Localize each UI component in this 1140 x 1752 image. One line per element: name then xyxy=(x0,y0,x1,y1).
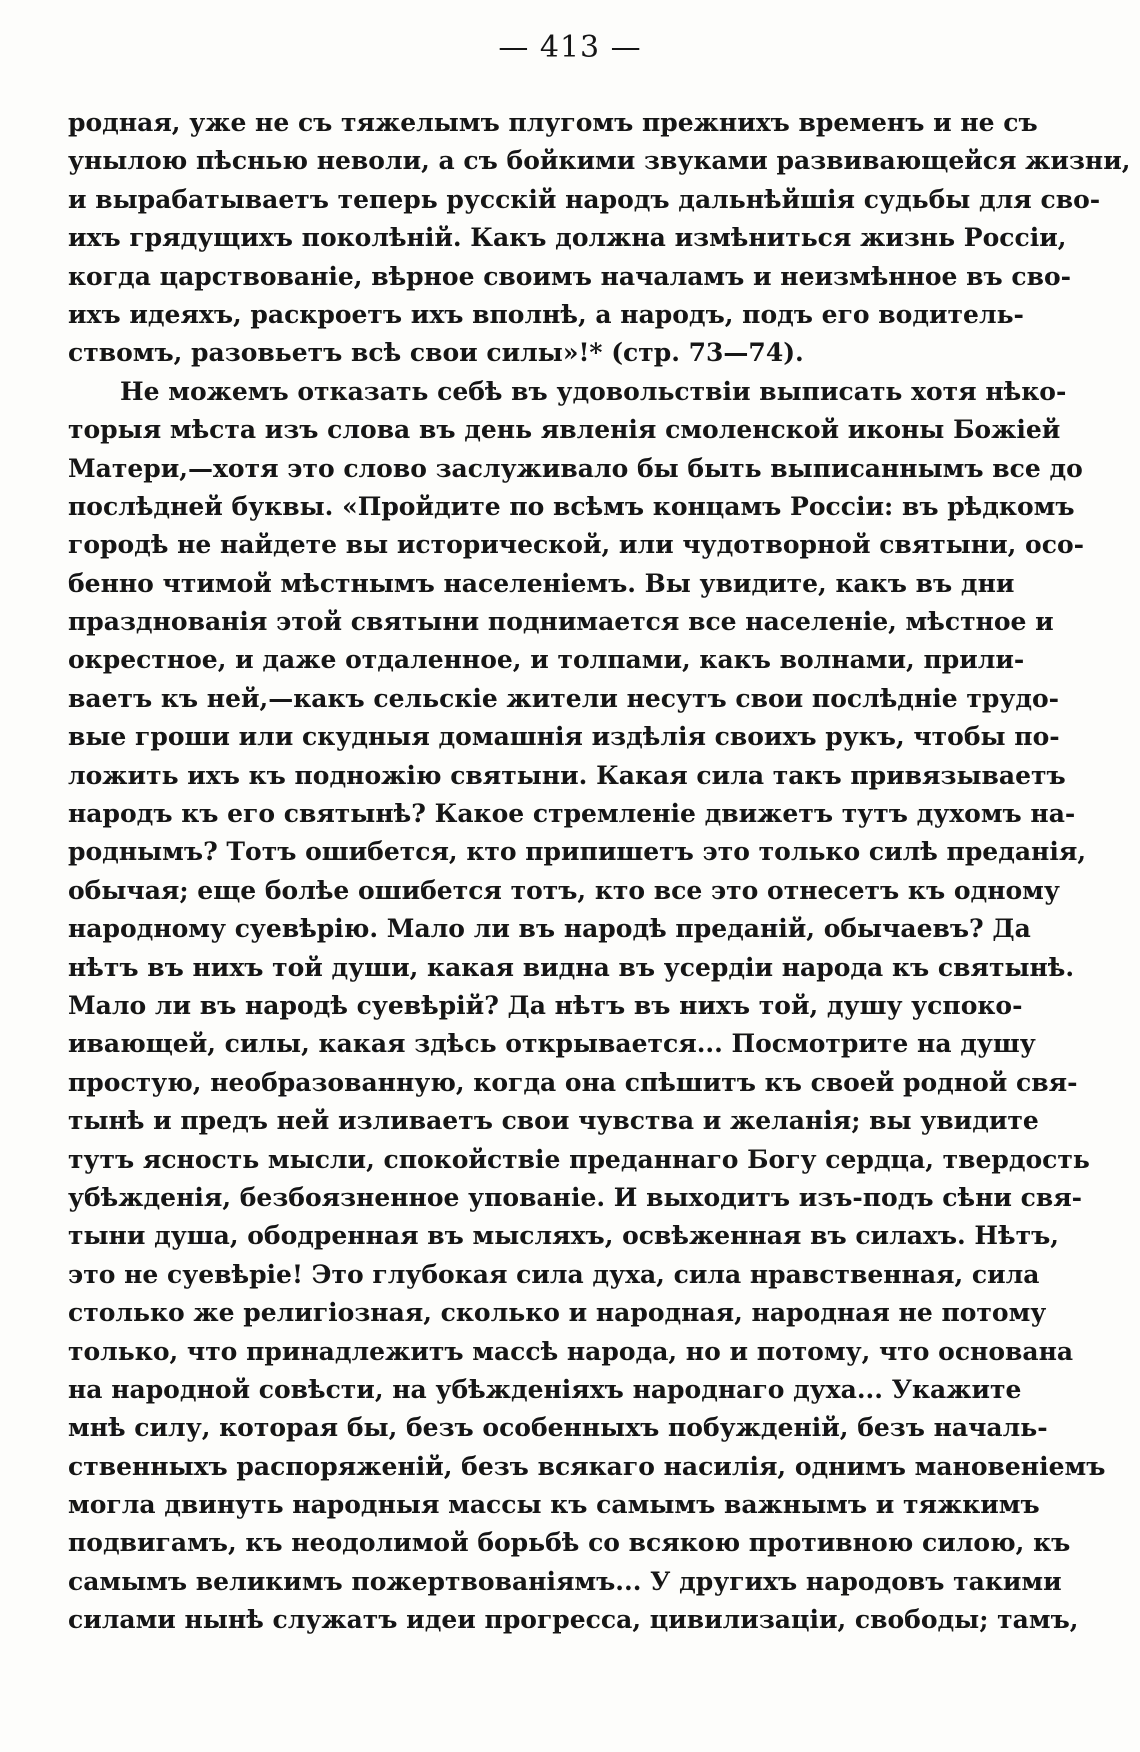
text-line: вые гроши или скудныя домашнія издѣлія своихъ рукъ, чтобы по- xyxy=(68,722,1060,752)
text-line: силами нынѣ служатъ идеи прогресса, цивилизаціи, свободы; тамъ, xyxy=(68,1605,1079,1635)
text-line: когда царствованіе, вѣрное своимъ началамъ и неизмѣнное въ сво- xyxy=(68,261,1072,291)
text-line: это не суевѣріе! Это глубокая сила духа, сила нравственная, сила xyxy=(68,1259,1040,1289)
text-line: обычая; еще болѣе ошибется тотъ, кто все это отнесетъ къ одному xyxy=(68,875,1060,905)
text-line: Не можемъ отказать себѣ въ удовольствіи выписать хотя нѣко- xyxy=(120,376,1067,406)
text-line: ствомъ, разовьетъ всѣ свои силы»!* (стр. 73—74). xyxy=(68,338,804,368)
text-line: могла двинуть народныя массы къ самымъ важнымъ и тяжкимъ xyxy=(68,1490,1040,1520)
text-line: бенно чтимой мѣстнымъ населеніемъ. Вы увидите, какъ въ дни xyxy=(68,568,1015,598)
text-line: ственныхъ распоряженій, безъ всякаго насилія, однимъ мановеніемъ xyxy=(68,1451,1106,1481)
text-line: и вырабатываетъ теперь русскій народъ дальнѣйшія судьбы для сво- xyxy=(68,184,1101,214)
paragraph xyxy=(68,373,1106,1640)
text-line: Матери,—хотя это слово заслуживало бы быть выписаннымъ все до xyxy=(68,453,1083,483)
text-line: убѣжденія, безбоязненное упованіе. И выходитъ изъ-подъ сѣни свя- xyxy=(68,1182,1083,1212)
text-line: мнѣ силу, которая бы, безъ особенныхъ побужденій, безъ началь- xyxy=(68,1413,1048,1443)
text-line: подвигамъ, къ неодолимой борьбѣ со всякою противною силою, къ xyxy=(68,1528,1071,1558)
page-number: — 413 — xyxy=(498,30,642,65)
text-line: послѣдней буквы. «Пройдите по всѣмъ концамъ Россіи: въ рѣдкомъ xyxy=(68,491,1075,521)
text-line: тынѣ и предъ ней изливаетъ свои чувства и желанія; вы увидите xyxy=(68,1106,1039,1136)
text-line: родная, уже не съ тяжелымъ плугомъ прежнихъ временъ и не съ xyxy=(68,108,1038,137)
text-line: ихъ идеяхъ, раскроетъ ихъ вполнѣ, а народъ, подъ его водитель- xyxy=(68,299,1024,329)
text-line: тыни душа, ободренная въ мысляхъ, освѣженная въ силахъ. Нѣтъ, xyxy=(68,1221,1059,1251)
text-line: самымъ великимъ пожертвованіямъ... У другихъ народовъ такими xyxy=(68,1566,1062,1596)
body-text xyxy=(68,104,1131,1640)
text-line: ивающей, силы, какая здѣсь открывается... Посмотрите на душу xyxy=(68,1029,1036,1059)
text-line: роднымъ? Тотъ ошибется, кто припишетъ это только силѣ преданія, xyxy=(68,837,1087,867)
text-line: ихъ грядущихъ поколѣній. Какъ должна измѣниться жизнь Россіи, xyxy=(68,223,1067,253)
text-line: народъ къ его святынѣ? Какое стремленіе движетъ тутъ духомъ на- xyxy=(68,799,1076,829)
text-line: ваетъ къ ней,—какъ сельскіе жители несутъ свои послѣдніе трудо- xyxy=(68,683,1060,713)
paragraph xyxy=(68,104,1131,373)
text-line: тутъ ясность мысли, спокойствіе преданнаго Богу сердца, твердость xyxy=(68,1144,1090,1174)
text-line: унылою пѣснью неволи, а съ бойкими звуками развивающейся жизни, xyxy=(68,146,1131,176)
text-line: Мало ли въ народѣ суевѣрій? Да нѣтъ въ нихъ той, душу успоко- xyxy=(68,990,1023,1020)
text-line: простую, необразованную, когда она спѣшитъ къ своей родной свя- xyxy=(68,1067,1078,1097)
text-line: на народной совѣсти, на убѣжденіяхъ народнаго духа... Укажите xyxy=(68,1374,1022,1404)
text-line: только, что принадлежитъ массѣ народа, но и потому, что основана xyxy=(68,1336,1074,1366)
text-line: столько же религіозная, сколько и народная, народная не потому xyxy=(68,1298,1047,1328)
text-line: городѣ не найдете вы исторической, или чудотворной святыни, осо- xyxy=(68,530,1085,560)
text-line: ложить ихъ къ подножію святыни. Какая сила такъ привязываетъ xyxy=(68,760,1066,790)
text-line: празднованія этой святыни поднимается все населеніе, мѣстное и xyxy=(68,607,1054,637)
text-line: нѣтъ въ нихъ той души, какая видна въ усердіи народа къ святынѣ. xyxy=(68,952,1075,982)
text-line: народному суевѣрію. Мало ли въ народѣ преданій, обычаевъ? Да xyxy=(68,914,1031,944)
text-line: торыя мѣста изъ слова въ день явленія смоленской иконы Божіей xyxy=(68,415,1061,445)
text-line: окрестное, и даже отдаленное, и толпами, какъ волнами, прили- xyxy=(68,645,1025,675)
